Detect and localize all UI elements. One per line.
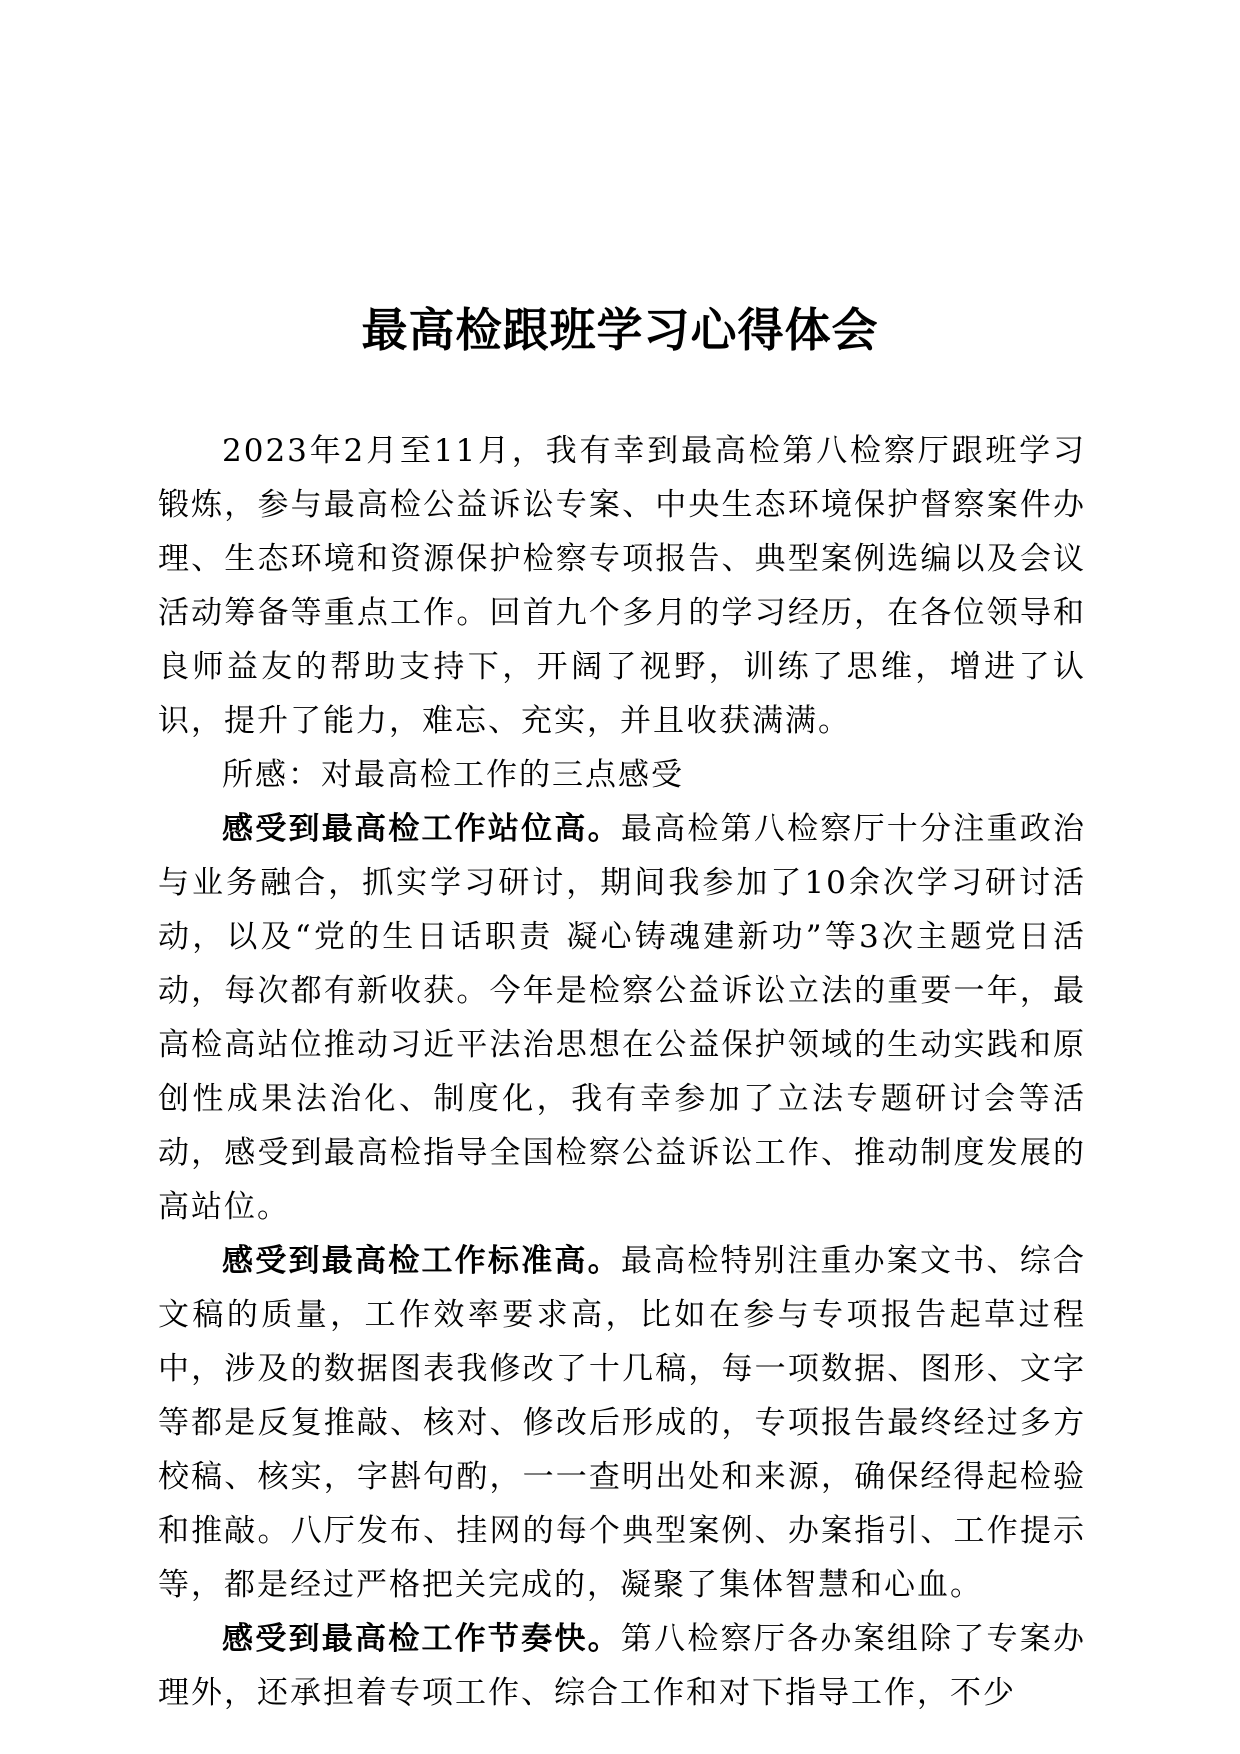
paragraph-lead: 感受到最高检工作标准高。: [222, 1243, 621, 1279]
paragraph-lead: 感受到最高检工作站位高。: [222, 811, 621, 847]
section-heading-text: 所感：对最高检工作的三点感受: [222, 757, 684, 793]
paragraph-pace: [158, 1612, 1086, 1720]
paragraph-intro: [158, 424, 1086, 748]
paragraph-standard: [158, 1234, 1086, 1612]
document-body: [158, 424, 1086, 1720]
paragraph-text: 第八检察厅各办案组除了专案办理外，还承担着专项工作、综合工作和对下指导工作，不少: [158, 1621, 1087, 1711]
paragraph-text: 最高检第八检察厅十分注重政治与业务融合，抓实学习研讨，期间我参加了10余次学习研讨活动，以及“党的生日话职责 凝心铸魂建新功”等3次主题党日活动，每次都有新收获。今年是检察公益诉讼立法的重要一年，最高检高站位推动习近平法治思想在公益保护领域的生动实践和原创性成果法治化、制度化，我有幸参加了立法专题研讨会等活动，感受到最高检指导全国检察公益诉讼工作、推动制度发展的高站位。: [158, 811, 1087, 1225]
paragraph-position: [158, 802, 1086, 1234]
section-heading: [158, 748, 1086, 802]
paragraph-text: 最高检特别注重办案文书、综合文稿的质量，工作效率要求高，比如在参与专项报告起草过程中，涉及的数据图表我修改了十几稿，每一项数据、图形、文字等都是反复推敲、核对、修改后形成的，专项报告最终经过多方校稿、核实，字斟句酌，一一查明出处和来源，确保经得起检验和推敲。八厅发布、挂网的每个典型案例、办案指引、工作提示等，都是经过严格把关完成的，凝聚了集体智慧和心血。: [158, 1243, 1087, 1603]
document-title: 最高检跟班学习心得体会: [361, 303, 879, 357]
paragraph-text: 2023年2月至11月，我有幸到最高检第八检察厅跟班学习锻炼，参与最高检公益诉讼专案、中央生态环境保护督察案件办理、生态环境和资源保护检察专项报告、典型案例选编以及会议活动筹备等重点工作。回首九个多月的学习经历，在各位领导和良师益友的帮助支持下，开阔了视野，训练了思维，增进了认识，提升了能力，难忘、充实，并且收获满满。: [158, 433, 1086, 739]
paragraph-lead: 感受到最高检工作节奏快。: [222, 1621, 621, 1657]
